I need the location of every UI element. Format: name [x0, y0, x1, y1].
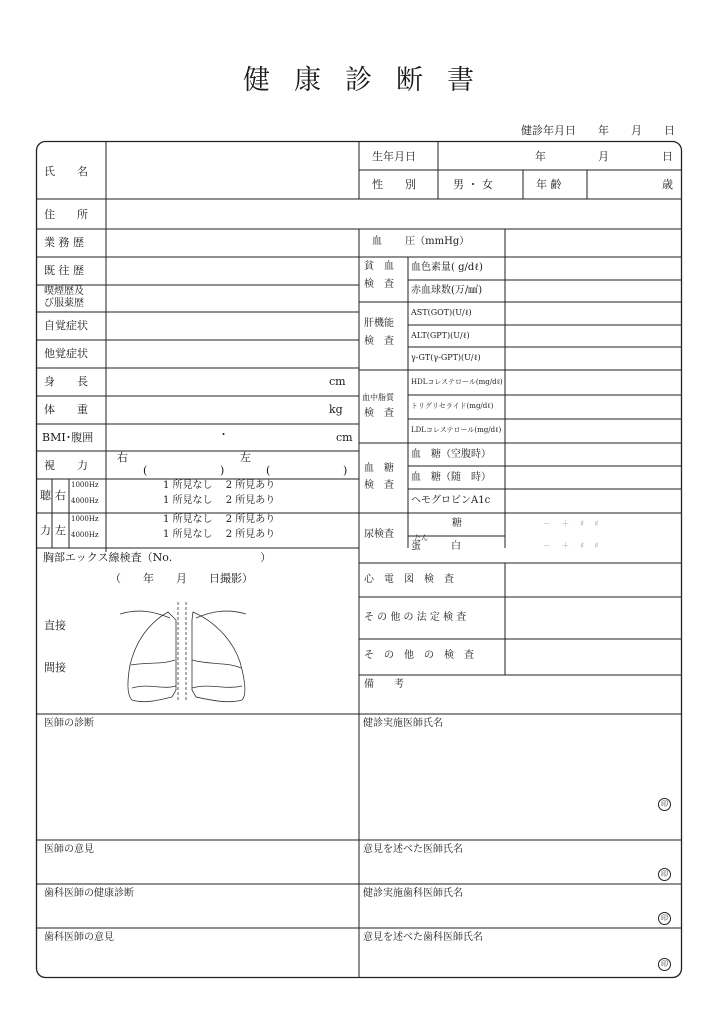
lung-diagram — [120, 602, 246, 702]
bp-label: 血 圧（mmHg） — [372, 236, 470, 247]
ecg-label: 心 電 図 検 査 — [364, 574, 454, 585]
vision-right: 右 — [117, 451, 128, 464]
bmi-dot: ・ — [218, 428, 229, 441]
other-legal-label: そ の 他 の 法 定 検 査 — [364, 612, 467, 623]
hearing-left: 左 — [55, 524, 66, 537]
alt-label: ALT(GPT)(U/ℓ) — [411, 331, 470, 340]
height-label: 身 長 — [44, 375, 88, 388]
xray-title: 胸部エックス線検査（No. ） — [43, 551, 272, 564]
dental-opinion-label: 歯科医師の意見 — [44, 932, 114, 943]
seal-icon: 印 — [658, 912, 671, 925]
age-unit: 歳 — [662, 178, 673, 191]
xray-direct: 直接 — [44, 619, 66, 632]
fasting-label: 血 糖（空腹時） — [411, 449, 491, 460]
remarks-label: 備 考 — [364, 679, 404, 690]
urine-ruby: たん — [414, 534, 428, 542]
tg-label: トリグリセライド(mg/dℓ) — [411, 402, 494, 410]
liver-label-2: 検 査 — [364, 336, 394, 347]
hdl-label: HDLコレステロール(mg/dℓ) — [411, 378, 503, 386]
weight-label: 体 重 — [44, 403, 88, 416]
page-title: 健康診断書 — [243, 65, 498, 96]
vision-left: 左 — [240, 451, 251, 464]
exam-date: 健診年月日 年 月 日 — [521, 124, 675, 137]
lipid-label-1: 血中脂質 — [362, 393, 394, 402]
birth-label: 生年月日 — [372, 150, 416, 163]
seal-icon: 印 — [658, 798, 671, 811]
ast-label: AST(GOT)(U/ℓ) — [411, 308, 472, 317]
bmi-label: BMI･腹囲 — [42, 431, 94, 444]
hearing-l-4000: 4000Hz — [71, 531, 99, 539]
past-history-label: 既 往 歴 — [44, 264, 84, 277]
ldl-label: LDLコレステロール(mg/dℓ) — [411, 426, 502, 434]
birth-year: 年 — [535, 150, 546, 163]
random-label: 血 糖（随 時） — [411, 472, 491, 483]
age-label: 年 齢 — [536, 178, 562, 191]
lipid-label-2: 検 査 — [364, 408, 394, 419]
birth-day: 日 — [662, 150, 673, 163]
hearing-r-4000: 4000Hz — [71, 497, 99, 505]
subjective-label: 自覚症状 — [44, 319, 88, 332]
diagnosis-label: 医師の診断 — [44, 718, 94, 729]
opinion-doctor-label: 意見を述べた医師氏名 — [363, 844, 463, 855]
hearing-label-2: 力 — [40, 524, 51, 537]
birth-month: 月 — [598, 150, 609, 163]
dental-opinion-doctor-label: 意見を述べた歯科医師氏名 — [363, 932, 483, 943]
hearing-r-1000: 1000Hz — [71, 481, 99, 489]
dental-diag-label: 歯科医師の健康診断 — [44, 888, 134, 899]
urine-protein-label: 蛋 白 — [411, 541, 461, 552]
opinion-label: 医師の意見 — [44, 844, 94, 855]
name-label: 氏 名 — [44, 165, 88, 178]
sex-options: 男 ・ 女 — [453, 178, 493, 191]
seal-icon: 印 — [658, 958, 671, 971]
vision-right-open: ( — [143, 464, 148, 477]
urine-sugar-label: 糖 — [452, 518, 462, 529]
smoking-label-2: び服薬歴 — [44, 298, 84, 309]
liver-label-1: 肝機能 — [364, 318, 394, 329]
hba1c-label: ヘモグロビンA1c — [411, 495, 491, 506]
hb-label: 血色素量( g/dℓ) — [411, 262, 483, 273]
hearing-l-1000-result: 1 所見なし 2 所見あり — [163, 514, 276, 525]
xray-indirect: 間接 — [44, 661, 66, 674]
objective-label: 他覚症状 — [44, 347, 88, 360]
hearing-l-1000: 1000Hz — [71, 515, 99, 523]
smoking-label-1: 喫煙歴及 — [44, 286, 84, 297]
weight-unit: kg — [329, 403, 343, 416]
urine-label: 尿検査 — [364, 529, 394, 540]
hearing-r-4000-result: 1 所見なし 2 所見あり — [163, 495, 276, 506]
hearing-l-4000-result: 1 所見なし 2 所見あり — [163, 529, 276, 540]
ggt-label: γ-GT(γ-GPT)(U/ℓ) — [411, 353, 481, 362]
sex-label: 性 別 — [372, 178, 416, 191]
hearing-right: 右 — [55, 489, 66, 502]
xray-date: （ 年 月 日撮影） — [110, 572, 253, 585]
exam-doctor-label: 健診実施医師氏名 — [363, 718, 443, 729]
urine-sugar-scale: － ＋ ♯ ♯ — [543, 519, 599, 528]
work-history-label: 業 務 歴 — [44, 236, 84, 249]
seal-icon: 印 — [658, 868, 671, 881]
other-exam-label: そ の 他 の 検 査 — [364, 650, 474, 661]
vision-left-close: ) — [343, 464, 348, 477]
vision-left-open: ( — [266, 464, 271, 477]
urine-protein-scale: － ＋ ♯ ♯ — [543, 541, 599, 550]
hearing-label-1: 聴 — [40, 489, 51, 502]
address-label: 住 所 — [44, 208, 88, 221]
sugar-label-2: 検 査 — [364, 480, 394, 491]
rbc-label: 赤血球数(万/㎣) — [411, 285, 483, 296]
bmi-unit: cm — [336, 431, 353, 444]
sugar-label-1: 血 糖 — [364, 463, 394, 474]
dental-doctor-label: 健診実施歯科医師氏名 — [363, 888, 463, 899]
hearing-r-1000-result: 1 所見なし 2 所見あり — [163, 480, 276, 491]
vision-right-close: ) — [220, 464, 225, 477]
height-unit: cm — [329, 375, 346, 388]
vision-label: 視 力 — [44, 459, 88, 472]
anemia-label-1: 貧 血 — [364, 261, 394, 272]
anemia-label-2: 検 査 — [364, 279, 394, 290]
